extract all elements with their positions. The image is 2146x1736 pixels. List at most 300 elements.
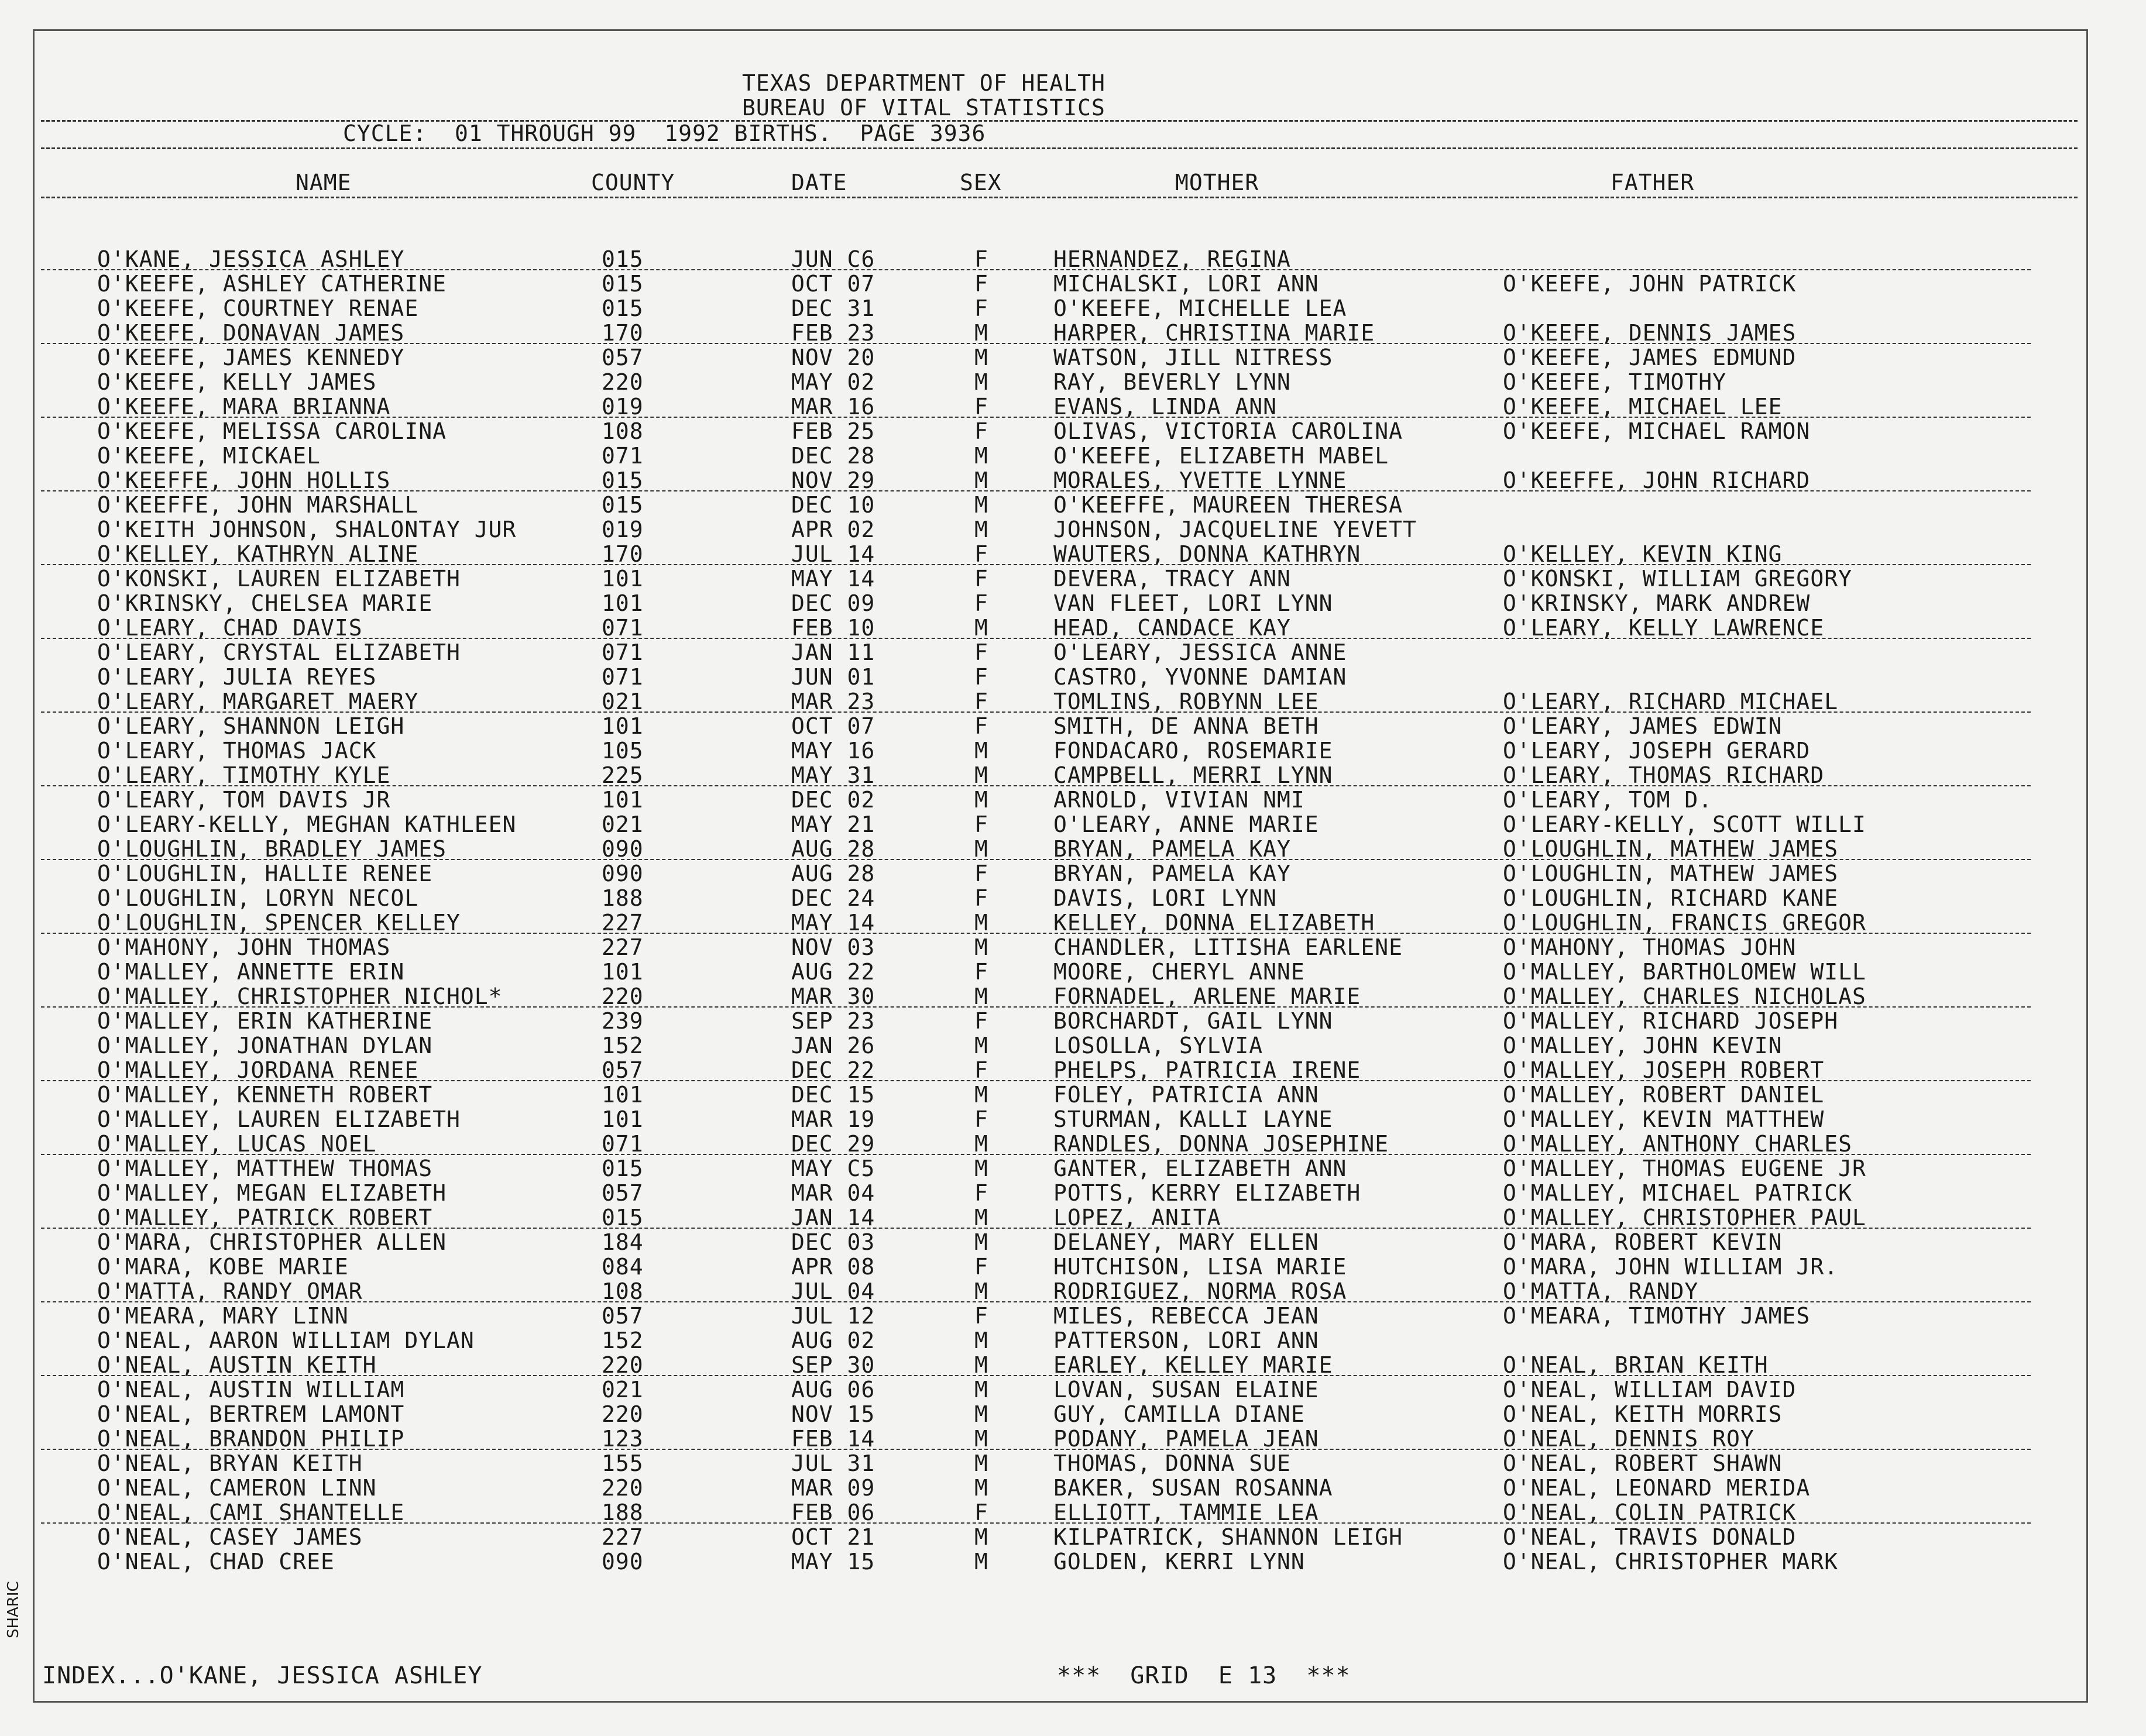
record-row: [0, 1082, 2146, 1107]
record-father: O'KEEFE, JAMES EDMUND: [1503, 345, 1797, 370]
record-mother: PHELPS, PATRICIA IRENE: [1053, 1057, 1361, 1083]
record-date: MAR 30: [791, 984, 875, 1009]
record-father: O'LEARY, JAMES EDWIN: [1503, 713, 1783, 739]
record-sex: M: [974, 738, 988, 764]
column-date: DATE: [791, 170, 847, 195]
record-sex: M: [974, 1278, 988, 1304]
record-county: 019: [602, 394, 644, 420]
record-father: O'NEAL, ROBERT SHAWN: [1503, 1450, 1783, 1476]
record-father: O'MAHONY, THOMAS JOHN: [1503, 934, 1797, 960]
record-row: [0, 444, 2146, 468]
record-row: [0, 370, 2146, 394]
footer-grid: *** GRID E 13 ***: [1057, 1662, 1351, 1689]
record-row: [0, 1525, 2146, 1549]
record-county: 220: [602, 1352, 644, 1378]
record-row: [0, 738, 2146, 763]
record-sex: M: [974, 1156, 988, 1181]
record-sex: F: [974, 1180, 988, 1206]
record-name: O'MALLEY, ERIN KATHERINE: [97, 1008, 433, 1034]
record-county: 071: [602, 443, 644, 469]
record-row: [0, 542, 2146, 566]
record-date: MAY 16: [791, 738, 875, 764]
record-date: JUL 31: [791, 1450, 875, 1476]
record-sex: M: [974, 1524, 988, 1550]
record-name: O'LEARY-KELLY, MEGHAN KATHLEEN: [97, 812, 517, 837]
record-county: 184: [602, 1229, 644, 1255]
record-name: O'NEAL, BRYAN KEITH: [97, 1450, 363, 1476]
cycle-rule: [41, 147, 2078, 149]
record-father: O'MARA, ROBERT KEVIN: [1503, 1229, 1783, 1255]
record-row: [0, 1328, 2146, 1353]
record-date: DEC 24: [791, 885, 875, 911]
record-mother: O'KEEFFE, MAUREEN THERESA: [1053, 492, 1403, 518]
record-sex: M: [974, 1205, 988, 1230]
record-date: AUG 02: [791, 1328, 875, 1353]
record-row: [0, 247, 2146, 271]
record-county: 170: [602, 320, 644, 346]
record-name: O'LEARY, TOM DAVIS JR: [97, 787, 391, 813]
record-mother: RAY, BEVERLY LYNN: [1053, 369, 1291, 395]
record-father: O'LEARY, JOSEPH GERARD: [1503, 738, 1811, 764]
record-mother: THOMAS, DONNA SUE: [1053, 1450, 1291, 1476]
record-sex: M: [974, 443, 988, 469]
record-father: O'KEEFE, MICHAEL LEE: [1503, 394, 1783, 420]
column-father: FATHER: [1611, 170, 1695, 195]
record-date: OCT 07: [791, 271, 875, 297]
record-sex: M: [974, 492, 988, 518]
record-county: 188: [602, 885, 644, 911]
record-county: 101: [602, 1106, 644, 1132]
record-name: O'NEAL, AUSTIN KEITH: [97, 1352, 377, 1378]
record-name: O'MAHONY, JOHN THOMAS: [97, 934, 391, 960]
record-row: [0, 566, 2146, 591]
record-name: O'KEEFE, ASHLEY CATHERINE: [97, 271, 447, 297]
record-date: OCT 07: [791, 713, 875, 739]
record-row: [0, 1156, 2146, 1181]
record-mother: DELANEY, MARY ELLEN: [1053, 1229, 1319, 1255]
record-row: [0, 1549, 2146, 1574]
record-name: O'KEEFE, MICKAEL: [97, 443, 321, 469]
record-name: O'LEARY, CRYSTAL ELIZABETH: [97, 640, 461, 665]
record-name: O'LEARY, JULIA REYES: [97, 664, 377, 690]
record-father: O'NEAL, COLIN PATRICK: [1503, 1500, 1797, 1525]
record-sex: F: [974, 959, 988, 985]
record-county: 108: [602, 1278, 644, 1304]
record-father: O'MALLEY, BARTHOLOMEW WILL: [1503, 959, 1866, 985]
record-sex: F: [974, 713, 988, 739]
record-sex: M: [974, 762, 988, 788]
record-name: O'KEEFE, MARA BRIANNA: [97, 394, 391, 420]
record-mother: STURMAN, KALLI LAYNE: [1053, 1106, 1333, 1132]
record-sex: M: [974, 1401, 988, 1427]
record-sex: M: [974, 1475, 988, 1501]
record-county: 071: [602, 640, 644, 665]
record-name: O'NEAL, AUSTIN WILLIAM: [97, 1377, 405, 1402]
record-county: 101: [602, 1082, 644, 1108]
record-date: DEC 22: [791, 1057, 875, 1083]
record-county: 101: [602, 713, 644, 739]
column-sex: SEX: [960, 170, 1002, 195]
record-date: OCT 21: [791, 1524, 875, 1550]
record-row: [0, 591, 2146, 616]
record-date: JUN 01: [791, 664, 875, 690]
record-sex: M: [974, 1377, 988, 1402]
record-sex: M: [974, 836, 988, 862]
record-date: FEB 06: [791, 1500, 875, 1525]
record-county: 090: [602, 836, 644, 862]
record-father: O'MALLEY, ANTHONY CHARLES: [1503, 1131, 1852, 1157]
record-mother: VAN FLEET, LORI LYNN: [1053, 590, 1333, 616]
record-date: NOV 29: [791, 467, 875, 493]
record-date: JAN 26: [791, 1033, 875, 1058]
record-sex: M: [974, 1426, 988, 1452]
record-sex: F: [974, 1106, 988, 1132]
record-county: 220: [602, 1475, 644, 1501]
record-row: [0, 296, 2146, 321]
record-county: 123: [602, 1426, 644, 1452]
record-name: O'MARA, CHRISTOPHER ALLEN: [97, 1229, 447, 1255]
record-mother: MICHALSKI, LORI ANN: [1053, 271, 1319, 297]
record-date: DEC 29: [791, 1131, 875, 1157]
record-name: O'LEARY, CHAD DAVIS: [97, 615, 363, 641]
record-county: 090: [602, 1549, 644, 1575]
record-county: 015: [602, 492, 644, 518]
record-sex: M: [974, 934, 988, 960]
record-mother: MILES, REBECCA JEAN: [1053, 1303, 1319, 1329]
record-father: O'KEEFE, TIMOTHY: [1503, 369, 1727, 395]
column-header-rule: [41, 197, 2078, 198]
record-mother: WAUTERS, DONNA KATHRYN: [1053, 541, 1361, 567]
record-mother: O'KEEFE, ELIZABETH MABEL: [1053, 443, 1389, 469]
record-father: O'LEARY, THOMAS RICHARD: [1503, 762, 1825, 788]
record-county: 021: [602, 1377, 644, 1402]
record-father: O'MALLEY, JOHN KEVIN: [1503, 1033, 1783, 1058]
record-county: 015: [602, 467, 644, 493]
record-date: FEB 25: [791, 418, 875, 444]
record-date: APR 08: [791, 1254, 875, 1280]
record-county: 015: [602, 271, 644, 297]
record-county: 220: [602, 1401, 644, 1427]
record-father: O'MEARA, TIMOTHY JAMES: [1503, 1303, 1811, 1329]
record-name: O'KEITH JOHNSON, SHALONTAY JUR: [97, 517, 517, 542]
record-county: 188: [602, 1500, 644, 1525]
record-mother: HERNANDEZ, REGINA: [1053, 246, 1291, 272]
record-county: 090: [602, 861, 644, 886]
record-mother: FONDACARO, ROSEMARIE: [1053, 738, 1333, 764]
record-date: JUL 12: [791, 1303, 875, 1329]
record-row: [0, 321, 2146, 345]
record-row: [0, 1451, 2146, 1476]
record-sex: M: [974, 369, 988, 395]
record-father: O'LOUGHLIN, RICHARD KANE: [1503, 885, 1839, 911]
record-sex: F: [974, 664, 988, 690]
record-date: JAN 11: [791, 640, 875, 665]
record-mother: O'KEEFE, MICHELLE LEA: [1053, 295, 1347, 321]
record-county: 057: [602, 345, 644, 370]
record-father: O'MALLEY, KEVIN MATTHEW: [1503, 1106, 1825, 1132]
record-mother: HARPER, CHRISTINA MARIE: [1053, 320, 1375, 346]
record-sex: M: [974, 1082, 988, 1108]
record-mother: O'LEARY, JESSICA ANNE: [1053, 640, 1347, 665]
record-name: O'MEARA, MARY LINN: [97, 1303, 349, 1329]
footer-index: INDEX...O'KANE, JESSICA ASHLEY: [42, 1662, 483, 1689]
record-sex: F: [974, 861, 988, 886]
record-father: O'KRINSKY, MARK ANDREW: [1503, 590, 1811, 616]
record-row: [0, 788, 2146, 812]
record-date: AUG 28: [791, 836, 875, 862]
record-name: O'MALLEY, LUCAS NOEL: [97, 1131, 377, 1157]
record-sex: F: [974, 689, 988, 714]
record-mother: RODRIGUEZ, NORMA ROSA: [1053, 1278, 1347, 1304]
record-name: O'MALLEY, ANNETTE ERIN: [97, 959, 405, 985]
record-name: O'NEAL, BRANDON PHILIP: [97, 1426, 405, 1452]
record-father: O'NEAL, LEONARD MERIDA: [1503, 1475, 1811, 1501]
record-mother: LOSOLLA, SYLVIA: [1053, 1033, 1263, 1058]
record-name: O'LOUGHLIN, BRADLEY JAMES: [97, 836, 447, 862]
record-sex: F: [974, 1008, 988, 1034]
record-mother: CASTRO, YVONNE DAMIAN: [1053, 664, 1347, 690]
record-name: O'MALLEY, MEGAN ELIZABETH: [97, 1180, 447, 1206]
record-father: O'MALLEY, MICHAEL PATRICK: [1503, 1180, 1852, 1206]
record-sex: F: [974, 295, 988, 321]
record-father: O'LEARY, RICHARD MICHAEL: [1503, 689, 1839, 714]
record-sex: M: [974, 517, 988, 542]
side-label: SHARIC: [5, 1581, 22, 1638]
record-mother: WATSON, JILL NITRESS: [1053, 345, 1333, 370]
record-name: O'LOUGHLIN, HALLIE RENEE: [97, 861, 433, 886]
record-mother: TOMLINS, ROBYNN LEE: [1053, 689, 1319, 714]
record-row: [0, 1254, 2146, 1279]
record-date: DEC 15: [791, 1082, 875, 1108]
record-county: 071: [602, 1131, 644, 1157]
record-mother: O'LEARY, ANNE MARIE: [1053, 812, 1319, 837]
record-row: [0, 960, 2146, 984]
record-date: MAY 15: [791, 1549, 875, 1575]
record-sex: F: [974, 1254, 988, 1280]
record-father: O'NEAL, CHRISTOPHER MARK: [1503, 1549, 1839, 1575]
record-row: [0, 517, 2146, 542]
record-county: 057: [602, 1180, 644, 1206]
record-row: [0, 1181, 2146, 1205]
record-father: O'KELLEY, KEVIN KING: [1503, 541, 1783, 567]
record-name: O'MALLEY, MATTHEW THOMAS: [97, 1156, 433, 1181]
record-county: 015: [602, 1156, 644, 1181]
record-sex: F: [974, 271, 988, 297]
record-county: 105: [602, 738, 644, 764]
record-date: NOV 03: [791, 934, 875, 960]
record-date: MAY C5: [791, 1156, 875, 1181]
record-mother: KILPATRICK, SHANNON LEIGH: [1053, 1524, 1403, 1550]
record-county: 101: [602, 787, 644, 813]
record-name: O'KEEFE, KELLY JAMES: [97, 369, 377, 395]
record-name: O'NEAL, AARON WILLIAM DYLAN: [97, 1328, 475, 1353]
record-row: [0, 1107, 2146, 1132]
record-row: [0, 910, 2146, 935]
record-name: O'MALLEY, KENNETH ROBERT: [97, 1082, 433, 1108]
record-county: 220: [602, 984, 644, 1009]
record-county: 057: [602, 1057, 644, 1083]
record-mother: MORALES, YVETTE LYNNE: [1053, 467, 1347, 493]
record-mother: CHANDLER, LITISHA EARLENE: [1053, 934, 1403, 960]
record-row: [0, 394, 2146, 419]
record-name: O'LEARY, THOMAS JACK: [97, 738, 377, 764]
record-name: O'LOUGHLIN, SPENCER KELLEY: [97, 910, 461, 936]
record-date: JUN C6: [791, 246, 875, 272]
record-date: AUG 22: [791, 959, 875, 985]
record-mother: PATTERSON, LORI ANN: [1053, 1328, 1319, 1353]
record-county: 227: [602, 934, 644, 960]
record-row: [0, 1009, 2146, 1033]
record-name: O'NEAL, CHAD CREE: [97, 1549, 335, 1575]
record-name: O'KEEFE, JAMES KENNEDY: [97, 345, 405, 370]
header-bureau: BUREAU OF VITAL STATISTICS: [742, 95, 1105, 121]
record-row: [0, 886, 2146, 910]
record-county: 015: [602, 246, 644, 272]
record-date: JUL 14: [791, 541, 875, 567]
record-mother: HEAD, CANDACE KAY: [1053, 615, 1291, 641]
record-sex: M: [974, 615, 988, 641]
record-sex: F: [974, 640, 988, 665]
record-mother: EVANS, LINDA ANN: [1053, 394, 1278, 420]
record-row: [0, 468, 2146, 493]
record-father: O'MALLEY, JOSEPH ROBERT: [1503, 1057, 1825, 1083]
record-sex: M: [974, 1352, 988, 1378]
record-mother: DAVIS, LORI LYNN: [1053, 885, 1278, 911]
record-row: [0, 345, 2146, 370]
record-county: 019: [602, 517, 644, 542]
record-row: [0, 837, 2146, 861]
record-father: O'NEAL, TRAVIS DONALD: [1503, 1524, 1797, 1550]
record-name: O'MALLEY, LAUREN ELIZABETH: [97, 1106, 461, 1132]
record-county: 101: [602, 590, 644, 616]
record-row: [0, 1353, 2146, 1377]
record-father: O'KEEFE, DENNIS JAMES: [1503, 320, 1797, 346]
record-mother: OLIVAS, VICTORIA CAROLINA: [1053, 418, 1403, 444]
record-county: 015: [602, 1205, 644, 1230]
record-sex: M: [974, 1328, 988, 1353]
record-name: O'NEAL, CAMI SHANTELLE: [97, 1500, 405, 1525]
record-mother: CAMPBELL, MERRI LYNN: [1053, 762, 1333, 788]
record-row: [0, 689, 2146, 714]
record-county: 225: [602, 762, 644, 788]
record-name: O'LOUGHLIN, LORYN NECOL: [97, 885, 419, 911]
record-date: MAY 31: [791, 762, 875, 788]
record-sex: M: [974, 467, 988, 493]
record-row: [0, 1476, 2146, 1500]
record-name: O'KEEFE, MELISSA CAROLINA: [97, 418, 447, 444]
record-row: [0, 1402, 2146, 1426]
record-mother: BRYAN, PAMELA KAY: [1053, 861, 1291, 886]
record-date: MAR 09: [791, 1475, 875, 1501]
record-date: SEP 30: [791, 1352, 875, 1378]
record-county: 152: [602, 1328, 644, 1353]
record-father: O'LOUGHLIN, MATHEW JAMES: [1503, 836, 1839, 862]
record-date: MAR 23: [791, 689, 875, 714]
record-sex: F: [974, 812, 988, 837]
record-mother: POTTS, KERRY ELIZABETH: [1053, 1180, 1361, 1206]
record-sex: F: [974, 541, 988, 567]
record-sex: M: [974, 984, 988, 1009]
record-name: O'KEEFE, DONAVAN JAMES: [97, 320, 405, 346]
record-sex: M: [974, 1229, 988, 1255]
record-county: 227: [602, 1524, 644, 1550]
record-date: JAN 14: [791, 1205, 875, 1230]
record-county: 071: [602, 615, 644, 641]
record-county: 071: [602, 664, 644, 690]
record-name: O'KRINSKY, CHELSEA MARIE: [97, 590, 433, 616]
record-father: O'MALLEY, THOMAS EUGENE JR: [1503, 1156, 1866, 1181]
record-sex: M: [974, 345, 988, 370]
record-name: O'MALLEY, PATRICK ROBERT: [97, 1205, 433, 1230]
record-county: 239: [602, 1008, 644, 1034]
record-county: 155: [602, 1450, 644, 1476]
record-date: MAR 19: [791, 1106, 875, 1132]
record-date: AUG 06: [791, 1377, 875, 1402]
record-father: O'LOUGHLIN, MATHEW JAMES: [1503, 861, 1839, 886]
record-row: [0, 271, 2146, 296]
record-name: O'KANE, JESSICA ASHLEY: [97, 246, 405, 272]
record-sex: F: [974, 1303, 988, 1329]
record-county: 227: [602, 910, 644, 936]
record-mother: ARNOLD, VIVIAN NMI: [1053, 787, 1305, 813]
record-date: AUG 28: [791, 861, 875, 886]
record-row: [0, 1205, 2146, 1230]
record-mother: EARLEY, KELLEY MARIE: [1053, 1352, 1333, 1378]
record-sex: M: [974, 910, 988, 936]
record-row: [0, 861, 2146, 886]
record-date: DEC 09: [791, 590, 875, 616]
record-date: JUL 04: [791, 1278, 875, 1304]
record-mother: GOLDEN, KERRI LYNN: [1053, 1549, 1305, 1575]
record-sex: M: [974, 787, 988, 813]
record-county: 015: [602, 295, 644, 321]
record-mother: BORCHARDT, GAIL LYNN: [1053, 1008, 1333, 1034]
record-mother: KELLEY, DONNA ELIZABETH: [1053, 910, 1375, 936]
record-mother: LOVAN, SUSAN ELAINE: [1053, 1377, 1319, 1402]
record-father: O'KEEFE, MICHAEL RAMON: [1503, 418, 1811, 444]
record-county: 170: [602, 541, 644, 567]
record-sex: M: [974, 1033, 988, 1058]
record-date: MAR 04: [791, 1180, 875, 1206]
record-date: MAY 14: [791, 566, 875, 592]
record-date: MAY 02: [791, 369, 875, 395]
record-name: O'MALLEY, JONATHAN DYLAN: [97, 1033, 433, 1058]
record-sex: M: [974, 320, 988, 346]
record-row: [0, 1426, 2146, 1451]
record-date: MAR 16: [791, 394, 875, 420]
record-sex: F: [974, 394, 988, 420]
record-row: [0, 493, 2146, 517]
record-father: O'MALLEY, ROBERT DANIEL: [1503, 1082, 1825, 1108]
record-row: [0, 1033, 2146, 1058]
record-date: DEC 10: [791, 492, 875, 518]
record-date: DEC 03: [791, 1229, 875, 1255]
record-date: DEC 28: [791, 443, 875, 469]
record-name: O'MALLEY, CHRISTOPHER NICHOL*: [97, 984, 503, 1009]
record-mother: BAKER, SUSAN ROSANNA: [1053, 1475, 1333, 1501]
record-date: FEB 10: [791, 615, 875, 641]
record-county: 021: [602, 812, 644, 837]
record-name: O'KEEFFE, JOHN HOLLIS: [97, 467, 391, 493]
record-row: [0, 640, 2146, 665]
record-sex: F: [974, 246, 988, 272]
record-sex: F: [974, 566, 988, 592]
record-mother: MOORE, CHERYL ANNE: [1053, 959, 1305, 985]
record-father: O'LOUGHLIN, FRANCIS GREGOR: [1503, 910, 1866, 936]
record-mother: FOLEY, PATRICIA ANN: [1053, 1082, 1319, 1108]
record-father: O'LEARY-KELLY, SCOTT WILLI: [1503, 812, 1866, 837]
record-row: [0, 1304, 2146, 1328]
